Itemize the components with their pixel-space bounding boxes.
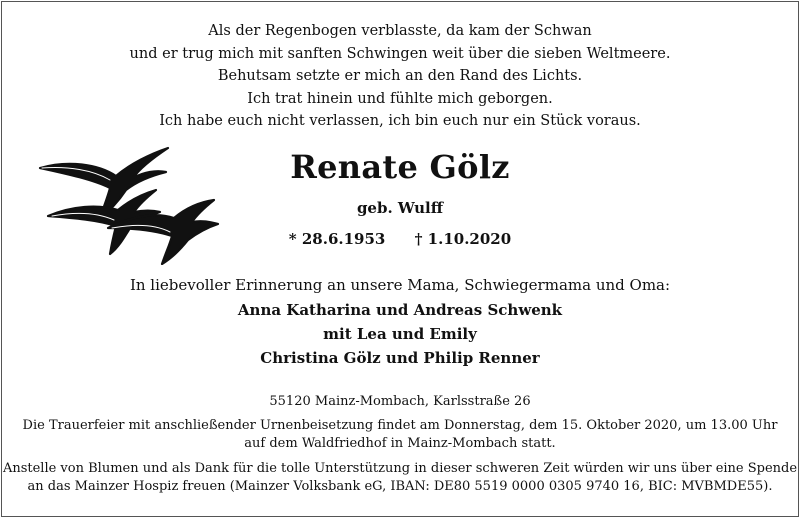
mourner-line: Christina Gölz und Philip Renner bbox=[260, 349, 540, 367]
donation-line: Anstelle von Blumen und als Dank für die tolle Unterstützung in dieser schweren Zeit würden wir uns über eine Spende bbox=[2, 461, 798, 476]
life-dates bbox=[0, 230, 800, 248]
poem-line: Als der Regenbogen verblasste, da kam der Schwan bbox=[208, 23, 592, 39]
poem-line: Ich trat hinein und fühlte mich geborgen. bbox=[247, 90, 553, 107]
maiden-name: geb. Wulff bbox=[356, 199, 444, 217]
poem-line: und er trug mich mit sanften Schwingen weit über die sieben Weltmeere. bbox=[129, 45, 671, 62]
donation-info bbox=[0, 460, 800, 496]
deceased-name: Renate Gölz bbox=[290, 148, 510, 186]
funeral-line: auf dem Waldfriedhof in Mainz-Mombach statt. bbox=[244, 436, 556, 451]
remembrance-intro: In liebevoller Erinnerung an unsere Mama, Schwiegermama und Oma: bbox=[129, 276, 671, 294]
poem-line: Behutsam setzte er mich an den Rand des Lichts. bbox=[217, 68, 583, 84]
funeral-line: Die Trauerfeier mit anschließender Urnenbeisetzung findet am Donnerstag, dem 15. Oktober 2020, um 13.00 Uhr bbox=[22, 418, 778, 433]
mourner-line: Anna Katharina und Andreas Schwenk bbox=[237, 301, 563, 319]
funeral-info bbox=[0, 417, 800, 453]
birth-date: * 28.6.1953 bbox=[288, 230, 386, 248]
death-date: † 1.10.2020 bbox=[414, 230, 512, 248]
mourners bbox=[0, 298, 800, 370]
poem-line: Ich habe euch nicht verlassen, ich bin euch nur ein Stück voraus. bbox=[159, 113, 641, 129]
poem bbox=[0, 20, 800, 133]
mourner-line: mit Lea und Emily bbox=[323, 325, 477, 343]
address: 55120 Mainz-Mombach, Karlsstraße 26 bbox=[269, 394, 531, 409]
donation-line: an das Mainzer Hospiz freuen (Mainzer Volksbank eG, IBAN: DE80 5519 0000 0305 9740 16, BIC: MVBMDE55). bbox=[27, 479, 773, 494]
